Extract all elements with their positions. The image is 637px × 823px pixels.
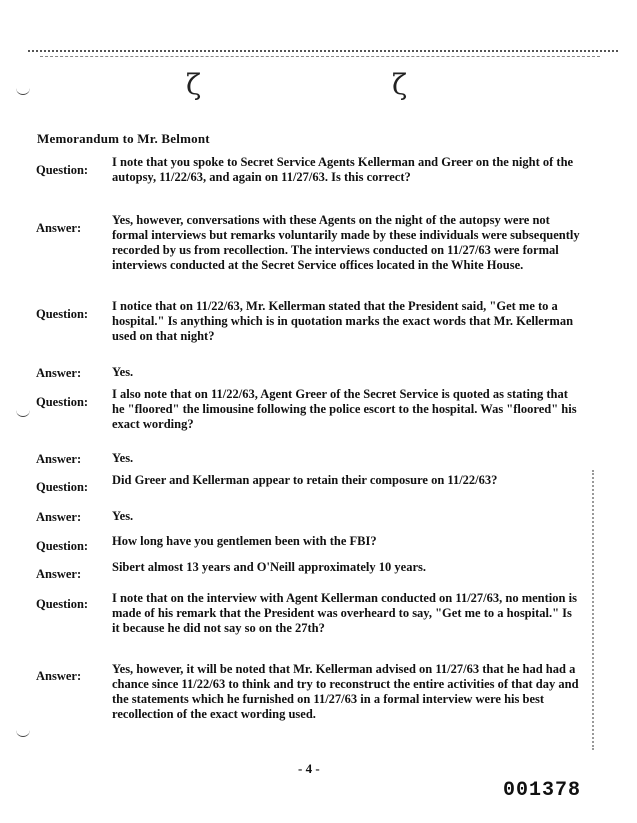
margin-mark: [16, 728, 30, 737]
margin-mark: [16, 408, 30, 417]
entry-label: Question:: [36, 480, 89, 494]
entry-label: Answer:: [36, 510, 82, 524]
punch-hole-mark-left: ζ: [186, 68, 202, 101]
entry-label: Answer:: [36, 221, 82, 235]
page-number: - 4 -: [298, 761, 320, 776]
entry-text: I note that on the interview with Agent Kellerman conducted on 11/27/63, no mention is made of his remark that the President was overheard to say, "Get me to a hospital." Is it because he did not say so on the 27th?: [112, 591, 577, 635]
top-rule: [28, 50, 618, 52]
entry-label: Question:: [36, 163, 89, 177]
entry-text: I also note that on 11/22/63, Agent Greer of the Secret Service is quoted as stating that he "floored" the limousine following the police escort to the hospital. Was "floored" his exact wording?: [112, 387, 577, 431]
entry-label: Answer:: [36, 452, 82, 466]
entry-text: Yes.: [112, 365, 134, 379]
entry-text: I note that you spoke to Secret Service Agents Kellerman and Greer on the night of the autopsy, 11/22/63, and again on 11/27/63. Is this correct?: [112, 155, 574, 184]
entry-label: Answer:: [36, 567, 82, 581]
entry-text: Yes.: [112, 451, 134, 465]
entry-text: Yes, however, it will be noted that Mr. Kellerman advised on 11/27/63 that he had had a chance since 11/22/63 to think and try to reconstruct the entire activities of that day and the statements which he furnished on 11/27/63 in a formal interview were his best recollection of the exact wording used.: [112, 662, 579, 721]
entry-label: Question:: [36, 307, 89, 321]
entry-text: I notice that on 11/22/63, Mr. Kellerman stated that the President said, "Get me to a hospital." Is anything which is in quotation marks the exact words that Mr. Kellerman used on that night?: [112, 299, 574, 343]
top-rule-secondary: [40, 56, 600, 57]
entry-label: Answer:: [36, 669, 82, 683]
entry-label: Question:: [36, 395, 89, 409]
entry-text: How long have you gentlemen been with the FBI?: [112, 534, 377, 548]
entry-text: Did Greer and Kellerman appear to retain their composure on 11/22/63?: [112, 473, 498, 487]
punch-hole-mark-right: ζ: [392, 68, 408, 101]
entry-text: Sibert almost 13 years and O'Neill approximately 10 years.: [112, 560, 426, 574]
memo-heading: Memorandum to Mr. Belmont: [37, 131, 210, 146]
entry-label: Question:: [36, 539, 89, 553]
entry-label: Question:: [36, 597, 89, 611]
entry-text: Yes.: [112, 509, 134, 523]
margin-mark: [16, 86, 30, 95]
entry-label: Answer:: [36, 366, 82, 380]
margin-line: [592, 470, 594, 750]
entry-text: Yes, however, conversations with these Agents on the night of the autopsy were not formal interviews but remarks voluntarily made by these individuals were subsequently recorded by us from recollection. The interviews conducted on 11/27/63 were formal interviews conducted at the Secret Service offices located in the White House.: [112, 213, 580, 272]
document-number: 001378: [503, 779, 582, 802]
